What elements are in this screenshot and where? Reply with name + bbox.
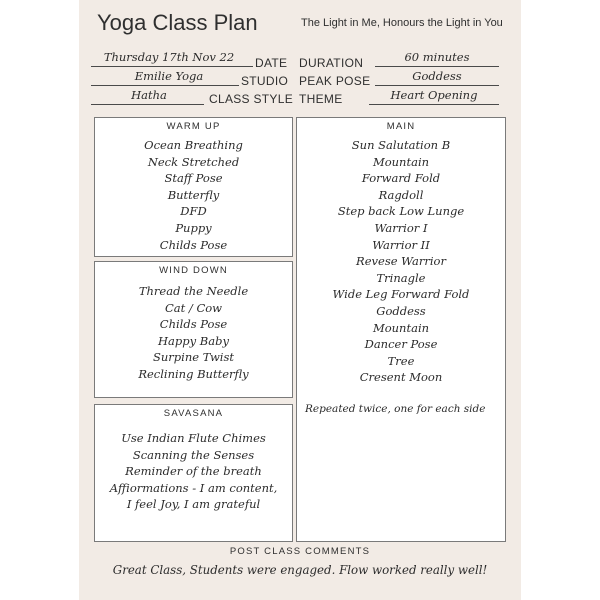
- list-item: Ocean Breathing: [144, 138, 243, 152]
- theme-label: THEME: [299, 92, 343, 106]
- list-item: Warrior I: [374, 220, 428, 235]
- list-item: Step back Low Lunge: [337, 204, 465, 219]
- peak-pose-value: Goddess: [412, 69, 462, 83]
- list-item: Butterfly: [167, 187, 220, 202]
- main-title: MAIN: [386, 121, 416, 132]
- list-item: Goddess: [376, 303, 426, 318]
- page-title: Yoga Class Plan: [97, 10, 258, 35]
- list-item: I feel Joy, I am grateful: [126, 497, 261, 512]
- list-item: Forward Fold: [361, 171, 441, 186]
- list-item: Neck Stretched: [147, 154, 240, 169]
- duration-underline: [375, 66, 499, 67]
- list-item: Mountain: [372, 154, 430, 169]
- class-style-underline: [91, 104, 204, 105]
- theme-underline: [369, 104, 499, 105]
- list-item: Revese Warrior: [356, 254, 446, 269]
- list-item: Sun Salutation B: [351, 138, 451, 152]
- duration-value: 60 minutes: [404, 50, 470, 64]
- theme-value: Heart Opening: [390, 88, 478, 102]
- list-item: Affiormations - I am content,: [109, 480, 278, 495]
- wind-down-box: [94, 261, 293, 398]
- list-item: Scanning the Senses: [132, 447, 255, 462]
- list-item: Dancer Pose: [364, 337, 438, 352]
- main-note: Repeated twice, one for each side: [305, 403, 486, 415]
- class-style-value: Hatha: [131, 88, 167, 102]
- list-item: Mountain: [372, 320, 430, 335]
- class-plan-sheet: [79, 0, 521, 600]
- warm-up-title: WARM UP: [166, 121, 221, 132]
- savasana-title: SAVASANA: [163, 408, 224, 419]
- list-item: Wide Leg Forward Fold: [332, 287, 470, 302]
- studio-label: STUDIO: [241, 74, 289, 88]
- list-item: Use Indian Flute Chimes: [121, 431, 266, 445]
- list-item: Thread the Needle: [138, 284, 249, 298]
- list-item: Surpine Twist: [153, 350, 234, 365]
- main-list: [297, 137, 505, 386]
- wind-down-title: WIND DOWN: [159, 265, 228, 276]
- class-style-label: CLASS STYLE: [209, 92, 294, 106]
- list-item: Reclining Butterfly: [138, 366, 249, 381]
- list-item: Warrior II: [372, 237, 430, 252]
- post-class-comment: Great Class, Students were engaged. Flow worked really well!: [112, 563, 488, 577]
- savasana-box: [94, 404, 293, 542]
- list-item: Puppy: [175, 220, 212, 235]
- warm-up-list: [95, 137, 292, 253]
- list-item: Childs Pose: [159, 317, 228, 332]
- list-item: Staff Pose: [164, 171, 223, 186]
- page-motto: The Light in Me, Honours the Light in You: [301, 17, 503, 29]
- peak-pose-underline: [375, 85, 499, 86]
- date-value: Thursday 17th Nov 22: [103, 50, 235, 64]
- date-label: DATE: [255, 56, 288, 70]
- warm-up-box: [94, 117, 293, 257]
- studio-underline: [91, 85, 239, 86]
- date-underline: [91, 66, 253, 67]
- list-item: Cat / Cow: [164, 300, 223, 315]
- list-item: Reminder of the breath: [125, 464, 262, 479]
- duration-label: DURATION: [299, 56, 364, 70]
- savasana-list: [95, 430, 292, 513]
- studio-value: Emilie Yoga: [134, 69, 204, 83]
- list-item: Childs Pose: [159, 237, 228, 252]
- list-item: Trinagle: [376, 270, 426, 285]
- peak-pose-label: PEAK POSE: [299, 74, 371, 88]
- post-class-title: POST CLASS COMMENTS: [229, 546, 371, 557]
- list-item: Ragdoll: [378, 187, 424, 202]
- list-item: Happy Baby: [158, 333, 229, 348]
- main-box: [296, 117, 506, 542]
- wind-down-list: [95, 283, 292, 383]
- list-item: Tree: [387, 353, 415, 368]
- list-item: Cresent Moon: [359, 370, 443, 385]
- list-item: DFD: [180, 204, 207, 219]
